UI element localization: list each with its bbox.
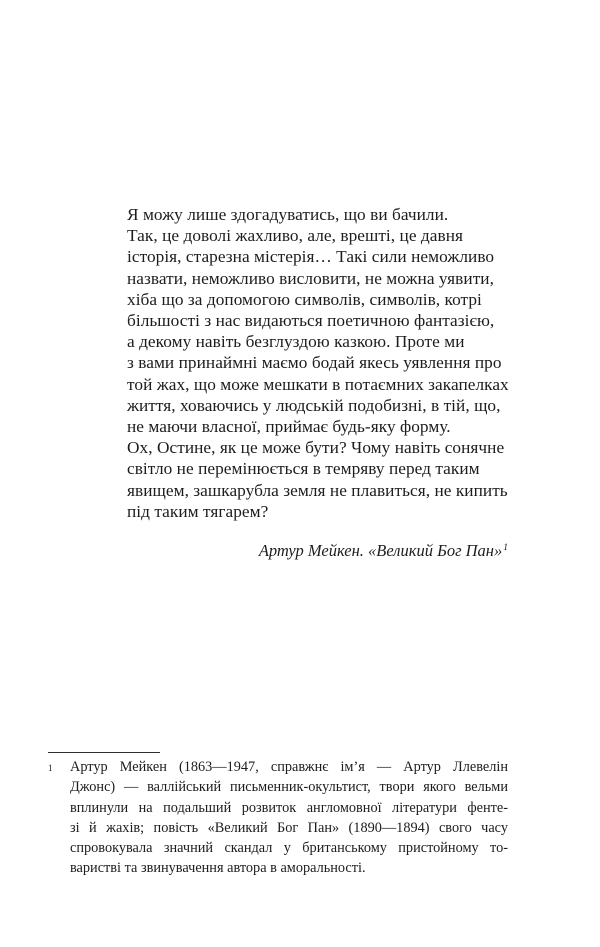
quote-line: той жах, що може мешкати в потаємних закапелках: [127, 374, 509, 394]
quote-line: Ох, Остине, як це може бути? Чому навіть сонячне: [127, 438, 505, 458]
quote-line: хіба що за допомогою символів, символів, котрі: [127, 289, 482, 309]
quote-line: більшості з нас видаються поетичною фантазією,: [127, 311, 495, 331]
quote-line: не маючи власної, приймає будь-яку форму.: [127, 417, 451, 437]
quote-line: явищем, зашкарубла земля не плавиться, не кипить: [127, 480, 508, 500]
epigraph-attribution: [110, 541, 508, 561]
footnote-text: [70, 757, 508, 879]
quote-line: а декому навіть безглуздою казкою. Проте ми: [127, 332, 465, 352]
footnote-line: Джонс) — валлійський письменник-окультист, твори якого вельми: [70, 779, 508, 796]
attribution-text: Артур Мейкен. «Великий Бог Пан»: [258, 541, 503, 560]
quote-line: назвати, неможливо висловити, не можна уявити,: [127, 268, 494, 288]
footnote-separator: [48, 752, 160, 753]
quote-line: з вами принаймні маємо бодай якесь уявлення про: [127, 353, 502, 373]
footnote-line: Артур Мейкен (1863—1947, справжнє ім’я — Артур Ллевелін: [70, 759, 508, 775]
footnote-line: спровокувала значний скандал у британському пристойному то-: [70, 840, 508, 857]
quote-line: Так, це доволі жахливо, але, врешті, це давня: [127, 226, 463, 246]
epigraph-quote: [127, 204, 509, 522]
quote-line: Я можу лише здогадуватись, що ви бачили.: [127, 205, 449, 224]
quote-line: світло не перемінюється в темряву перед таким: [127, 459, 480, 479]
footnote-line: зі й жахів; повість «Великий Бог Пан» (1890—1894) свого часу: [70, 819, 508, 836]
footnote-line: вплинули на подальший розвиток англомовної літератури фенте-: [70, 799, 508, 816]
footnote-marker: 1: [48, 763, 53, 773]
footnote: [48, 757, 508, 879]
quote-line: життя, ховаючись у людській подобизні, в тій, що,: [127, 395, 501, 415]
footnote-line: варистві та звинувачення автора в аморальності.: [70, 860, 366, 877]
footnote-reference: 1: [503, 543, 508, 553]
quote-line: історія, старезна містерія… Такі сили неможливо: [127, 247, 495, 267]
quote-line: під таким тягарем?: [127, 501, 269, 521]
